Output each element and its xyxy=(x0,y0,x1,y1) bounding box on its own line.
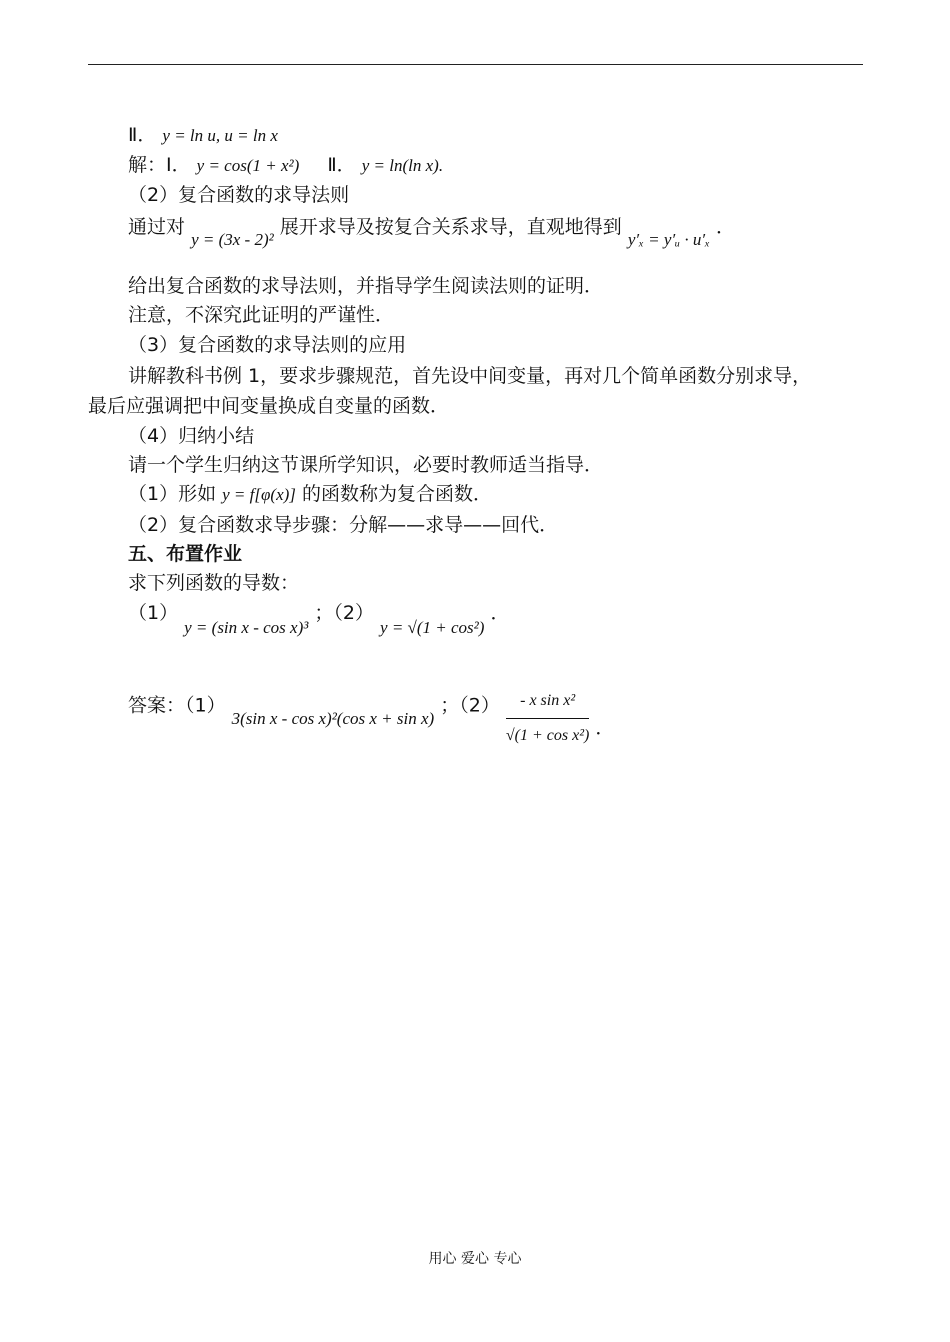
math-expression: 3(sin x - cos x)²(cos x + sin x) xyxy=(231,708,435,728)
text-span: 的函数称为复合函数． xyxy=(301,483,492,505)
paragraph-line: 注意，不深究此证明的严谨性． xyxy=(128,304,395,326)
math-expression: y = √(1 + cos²) xyxy=(380,618,485,637)
math-expression: y′ₓ = y′ᵤ · u′ₓ xyxy=(627,230,710,249)
text-span: （1） xyxy=(128,602,179,624)
section-heading-4: （4）归纳小结 xyxy=(128,425,255,447)
paragraph-line: 请一个学生归纳这节课所学知识，必要时教师适当指导． xyxy=(128,454,604,476)
roman-label: Ⅱ． xyxy=(128,124,157,146)
exercise-line xyxy=(128,600,510,637)
math-expression: y = (sin x - cos x)³ xyxy=(184,618,309,637)
header-rule xyxy=(88,64,863,65)
text-span: ． xyxy=(716,216,736,238)
text-span: （1）形如 xyxy=(128,483,217,505)
math-expression: y = ln u, u = ln x xyxy=(162,126,278,145)
section-heading-3: （3）复合函数的求导法则的应用 xyxy=(128,334,407,356)
text-line-4 xyxy=(128,214,736,249)
section-heading-5: 五、布置作业 xyxy=(128,543,243,565)
paragraph-line: 求下列函数的导数： xyxy=(128,572,300,594)
fraction-numerator: - x sin x² xyxy=(506,686,589,719)
fraction-denominator: √(1 + cos x²) xyxy=(505,727,590,744)
text-span: ；（2） xyxy=(314,602,374,624)
math-expression: y = (3x - 2)² xyxy=(191,230,274,249)
roman-label: Ⅱ． xyxy=(327,154,356,176)
text-span: 展开求导及按复合关系求导，直观地得到 xyxy=(279,216,622,238)
section-heading-2: （2）复合函数的求导法则 xyxy=(128,184,350,206)
paragraph-line: 最后应强调把中间变量换成自变量的函数． xyxy=(88,395,450,417)
math-expression: y = cos(1 + x²) xyxy=(196,156,300,175)
text-span: 通过对 xyxy=(128,216,186,238)
math-expression: y = f[φ(x)] xyxy=(222,485,296,504)
text-span: ． xyxy=(595,716,615,739)
text-span: ． xyxy=(490,602,510,624)
solution-label: 解：Ⅰ． xyxy=(128,154,191,176)
text-span: ；（2） xyxy=(440,694,500,717)
text-line-1 xyxy=(128,122,278,149)
answer-line xyxy=(128,674,615,744)
paragraph-line: 给出复合函数的求导法则，并指导学生阅读法则的证明． xyxy=(128,275,604,297)
paragraph-line: （2）复合函数求导步骤：分解——求导——回代． xyxy=(128,514,559,536)
paragraph-line: 讲解教科书例 1，要求步骤规范，首先设中间变量，再对几个简单函数分别求导， xyxy=(128,365,812,387)
text-line-12 xyxy=(128,481,492,508)
fraction xyxy=(506,686,589,751)
text-line-2 xyxy=(128,152,443,179)
math-expression: y = ln(ln x). xyxy=(361,156,444,175)
page-footer: 用心 爱心 专心 xyxy=(428,1251,522,1267)
answer-label: 答案：（1） xyxy=(128,694,226,717)
